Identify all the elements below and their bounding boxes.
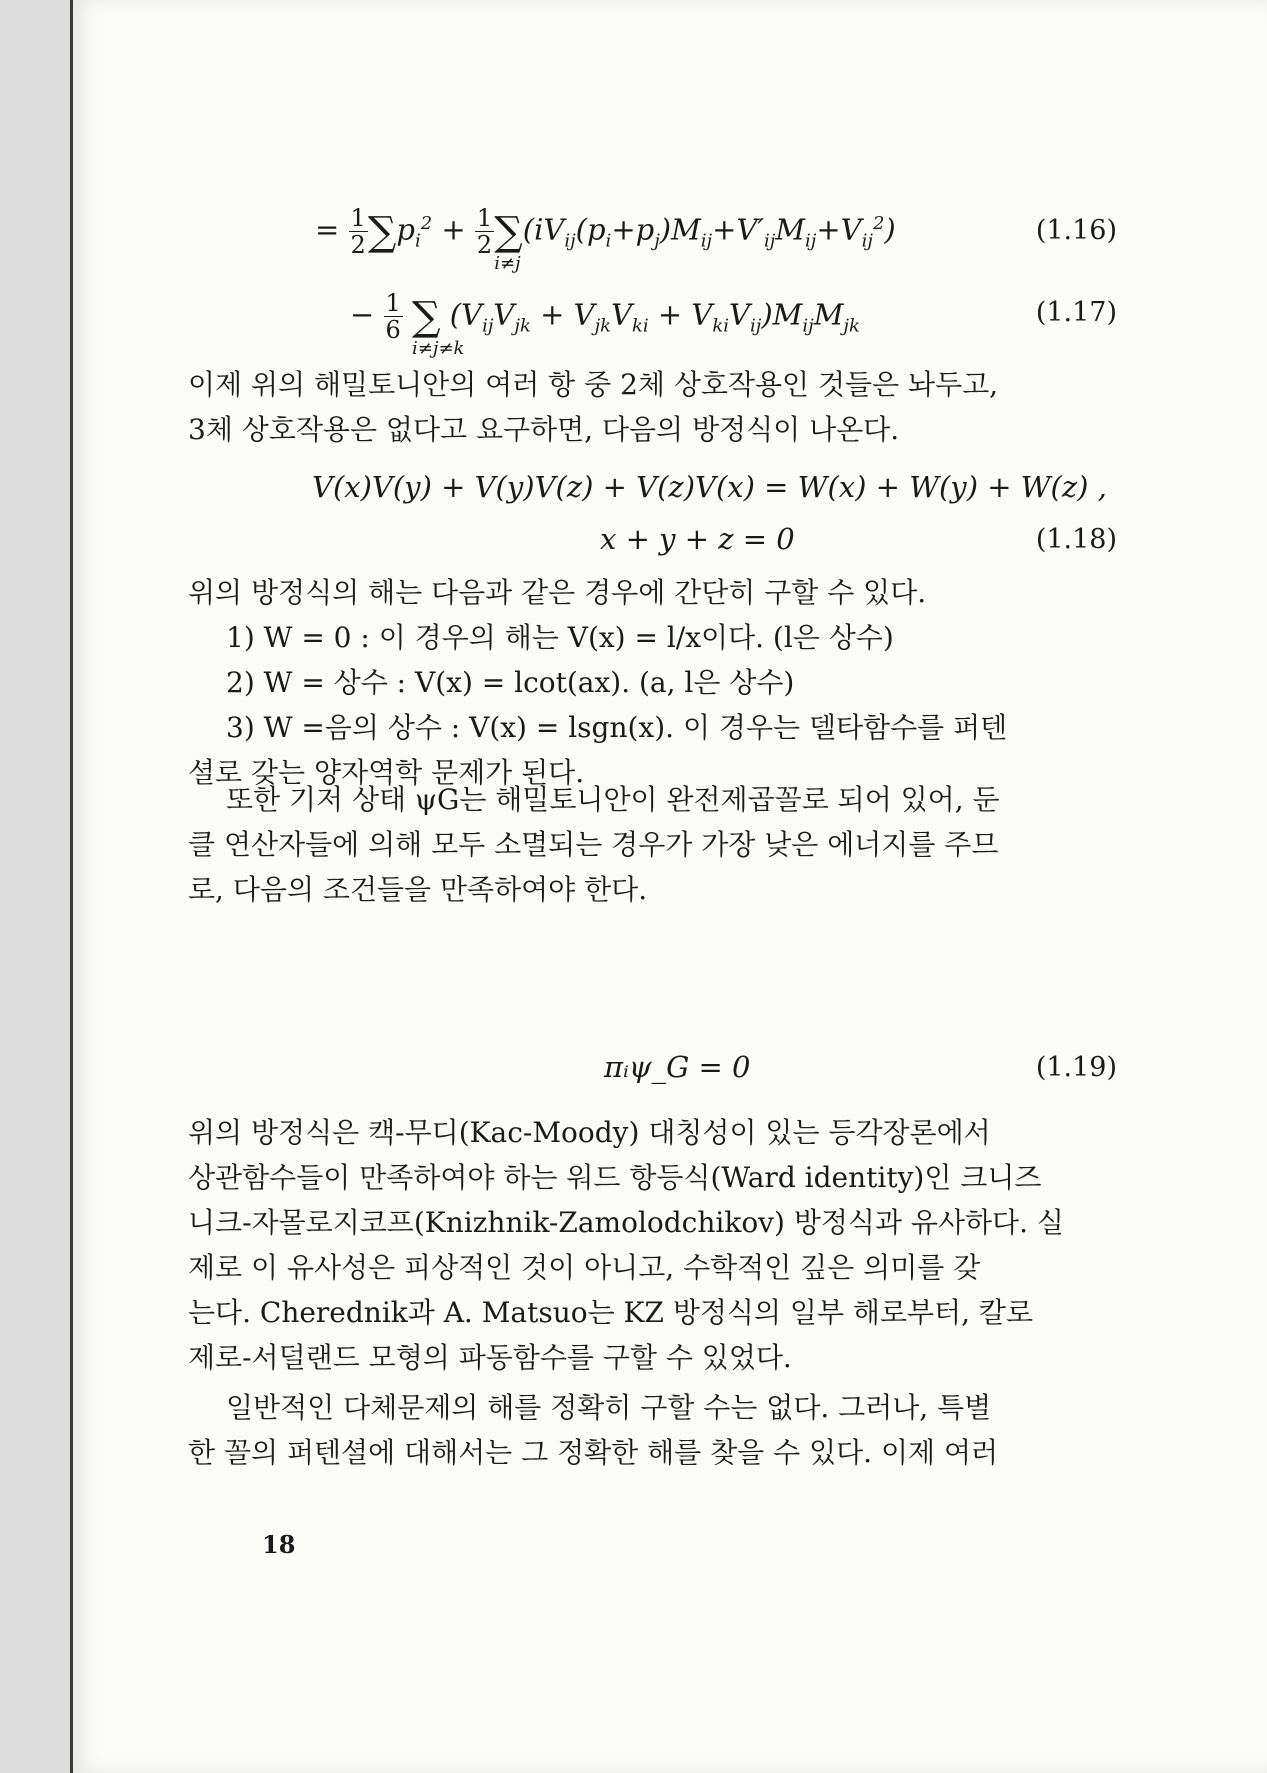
equation-number-1-17: (1.17) <box>1035 297 1117 328</box>
text-line: 일반적인 다체문제의 해를 정확히 구할 수는 없다. 그러나, 특별 <box>226 1391 992 1424</box>
case-1: 1) W = 0 : 이 경우의 해는 V(x) = l/x이다. (l은 상수) <box>226 621 894 654</box>
paragraph-1 <box>188 362 1117 452</box>
text-line: 이제 위의 해밀토니안의 여러 항 중 2체 상호작용인 것들은 놔두고, <box>188 368 999 401</box>
text-line: 위의 방정식의 해는 다음과 같은 경우에 간단히 구할 수 있다. <box>188 576 927 609</box>
text-line: 위의 방정식은 캑-무디(Kac-Moody) 대칭성이 있는 등각장론에서 <box>188 1116 991 1149</box>
text-line: 또한 기저 상태 ψG는 해밀토니안이 완전제곱꼴로 되어 있어, 둔 <box>226 783 1000 816</box>
equation-1-18-line-1: V(x)V(y) + V(y)V(z) + V(z)V(x) = W(x) + W(y) + W(z) , <box>312 470 1107 504</box>
equation-1-16: = $\frac{1}{2}$ $\sum p_i^2$ + $\frac{1}{2}$ ∑ i≠j $(iV_{ij}(p_i+p_j)M_{ij}+V'_{ij}M_{ij}+V_{ij}^2)$ <box>315 204 896 274</box>
equation-1-18-line-2: x + y + z = 0 <box>600 522 795 556</box>
text-line: 3체 상호작용은 없다고 요구하면, 다음의 방정식이 나온다. <box>188 413 900 446</box>
equation-1-17: − $\frac{1}{6}$ ∑ i≠j≠k $(V_{ij}V_{jk} + V_{jk}V_{ki} + V_{ki}V_{ij})M_{ij}M_{jk}$ <box>350 289 860 359</box>
text-line: 클 연산자들에 의해 모두 소멸되는 경우가 가장 낮은 에너지를 주므 <box>188 828 999 861</box>
equation-number-1-18: (1.18) <box>1035 524 1117 555</box>
text-line: 한 꼴의 퍼텐셜에 대해서는 그 정확한 해를 찾을 수 있다. 이제 여러 <box>188 1436 999 1469</box>
text-line: 제로 이 유사성은 피상적인 것이 아니고, 수학적인 깊은 의미를 갖 <box>188 1251 981 1284</box>
text-line: 는다. Cherednik과 A. Matsuo는 KZ 방정식의 일부 해로부터, 칼로 <box>188 1296 1034 1329</box>
equation-1-19: πᵢψ_G = 0 <box>604 1050 751 1084</box>
page-number: 18 <box>262 1530 296 1559</box>
text-line: 상관함수들이 만족하여야 하는 워드 항등식(Ward identity)인 크니즈 <box>188 1161 1042 1194</box>
equation-number-1-19: (1.19) <box>1035 1052 1117 1083</box>
text-line: 셜로 갖는 양자역학 문제가 된다. <box>188 756 585 789</box>
case-2: 2) W = 상수 : V(x) = lcot(ax). (a, l은 상수) <box>226 666 795 699</box>
paragraph-2 <box>188 570 1117 795</box>
scanner-edge <box>0 0 71 1773</box>
text-line: 로, 다음의 조건들을 만족하여야 한다. <box>188 873 648 906</box>
text-line: 니크-자몰로지코프(Knizhnik-Zamolodchikov) 방정식과 유사하다. 실 <box>188 1206 1064 1239</box>
equation-number-1-16: (1.16) <box>1035 215 1117 246</box>
paragraph-3 <box>188 777 1117 912</box>
case-3: 3) W =음의 상수 : V(x) = lsgn(x). 이 경우는 델타함수를 퍼텐 <box>226 711 1008 744</box>
paragraph-5 <box>188 1385 1117 1475</box>
text-line: 제로-서덜랜드 모형의 파동함수를 구할 수 있었다. <box>188 1341 792 1374</box>
paragraph-4 <box>188 1110 1117 1380</box>
